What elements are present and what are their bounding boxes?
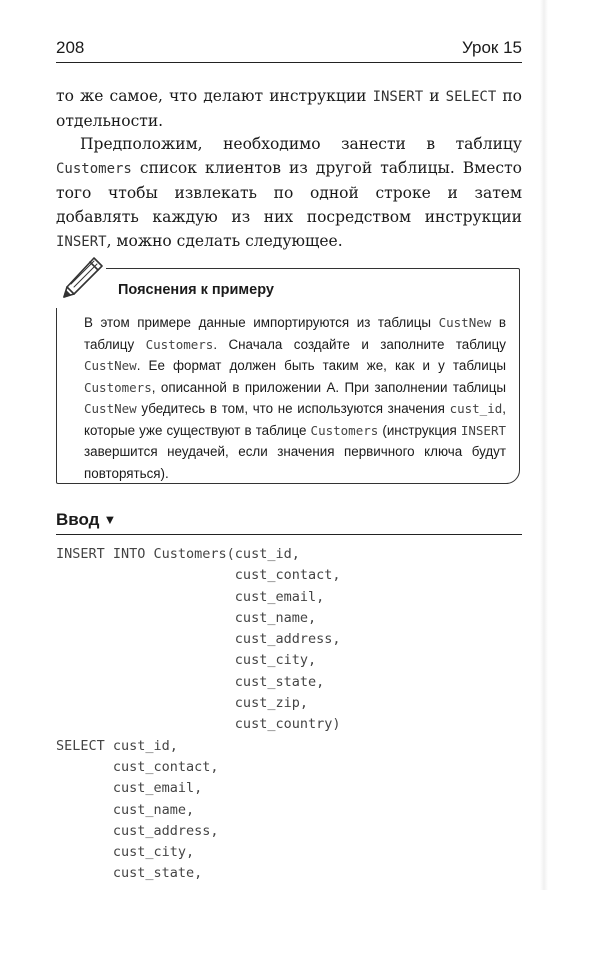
text-run: то же самое, что делают инструкции (56, 87, 373, 105)
code-term: INSERT (56, 234, 107, 250)
pencil-icon (58, 254, 106, 302)
paragraph-2 (56, 132, 522, 254)
code-term: Customers (84, 379, 152, 395)
page-edge-shadow (540, 0, 548, 890)
code-term: INSERT (460, 422, 507, 438)
text-run: . Ее формат должен быть таким же, как и у таблицы (136, 358, 506, 373)
page-number: 208 (56, 38, 85, 57)
chapter-title: Урок 15 (461, 38, 522, 57)
text-run: В этом примере данные импортируются из таблицы (84, 315, 439, 330)
note-title: Пояснения к примеру (118, 282, 274, 298)
code-term: SELECT (445, 89, 497, 105)
text-run: и (423, 87, 446, 105)
page-header (56, 36, 522, 63)
note-text (84, 312, 506, 484)
code-term: cust_id (449, 401, 503, 416)
text-run: в таблицу (84, 315, 506, 352)
text-run: (инструкция (378, 422, 461, 438)
text-run: список клиентов из другой таблицы. Вместо того чтобы извлекать по одной строке и затем добавлять каждую из них посредством инструкции (56, 159, 522, 226)
text-run: , которые уже существуют в таблице (84, 401, 506, 438)
section-label: Ввод (56, 510, 100, 529)
code-term: INSERT (372, 89, 424, 105)
text-run: . Сначала создайте и заполните таблицу (213, 336, 506, 352)
text-run: , описанной в приложении А. При заполнении таблицы (151, 379, 506, 395)
code-term: CustNew (84, 401, 137, 416)
code-listing: INSERT INTO Customers(cust_id, cust_contact, cust_email, cust_name, cust_address, cust_city, cust_state, cust_zip, cust_country) SELECT cust_id, cust_contact, cust_email, cust_name, cust_address, cust_city, cust_state, (56, 546, 341, 882)
code-term: CustNew (438, 315, 492, 330)
text-run: , можно сделать следующее. (106, 232, 343, 250)
text-run: убедитесь в том, что не используются значения (136, 401, 450, 416)
section-title (56, 510, 522, 535)
text-run: Предположим, необходимо занести в таблицу (80, 135, 522, 153)
text-run: по отдельности. (56, 87, 522, 130)
text-run: завершится неудачей, если значения первичного ключа будут повторяться). (84, 444, 506, 481)
code-term: Customers (56, 161, 132, 177)
code-term: Customers (310, 422, 379, 438)
code-term: Customers (145, 336, 214, 352)
triangle-down-icon: ▼ (103, 512, 117, 527)
code-term: CustNew (84, 358, 137, 373)
paragraph-1 (56, 84, 522, 133)
